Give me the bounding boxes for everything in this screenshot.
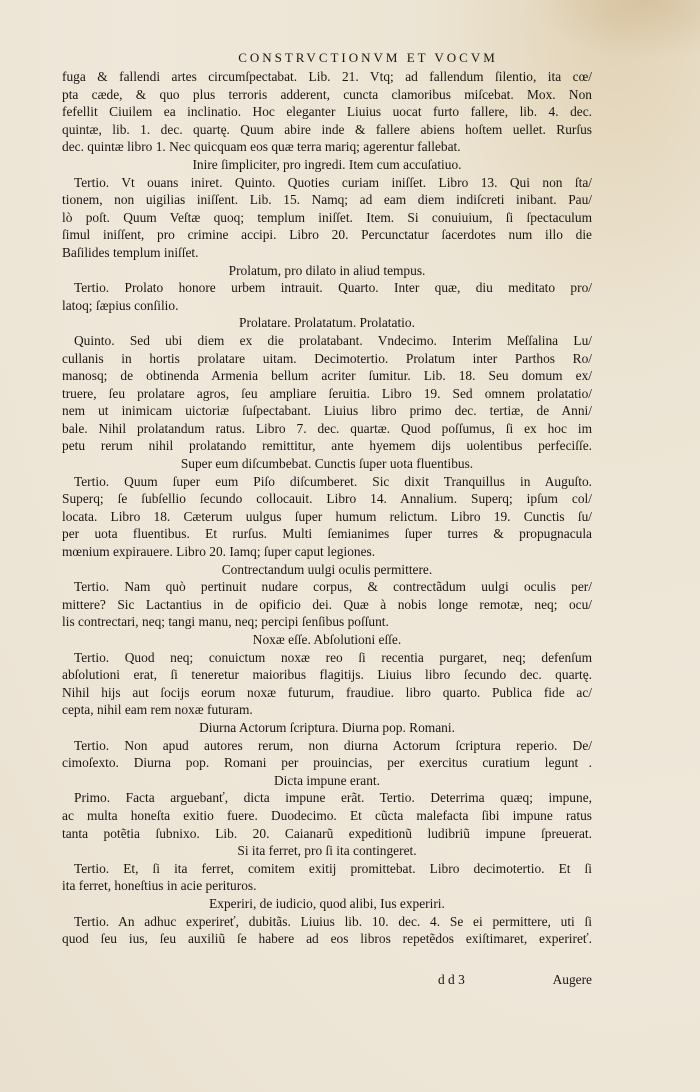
text-line: Quinto. Sed ubi diem ex die prolatabant. Vndecimo. Interim Meſſalina Lu/: [74, 332, 592, 348]
text-line: Tertio. Quod neq; conuictum noxæ reo ſi recentia purgaret, neq; defenſum: [74, 649, 592, 665]
section-heading: Si ita ferret, pro ſi ita contingeret.: [237, 843, 417, 859]
text-line: locata. Libro 18. Cæterum uulgus ſuper humum relictum. Libro 19. Cunctis ſu/: [62, 508, 592, 524]
text-line: Baſilides templum iniſſet.: [62, 244, 199, 260]
text-line: Tertio. Vt ouans iniret. Quinto. Quoties curiam iniſſet. Libro 13. Qui non ſta/: [74, 174, 592, 190]
section-heading: Diurna Actorum ſcriptura. Diurna pop. Romani.: [199, 719, 455, 735]
text-line: truere, ſeu prolatare agros, ſeu ampliare ſeruitia. Libro 19. Sed omnem prolatatio/: [62, 385, 592, 401]
text-line: tionem, non uigilias iniſſent. Lib. 15. Namq; ad eam diem indiſcreti inibant. Pau/: [62, 192, 592, 208]
section-heading: Dicta impune erant.: [274, 772, 380, 788]
text-line: mittere? Sic Lactantius in de opificio dei. Quæ à nobis longe remotæ, neq; ocu/: [62, 596, 592, 612]
text-line: ſimul iniſſent, pro crimine accipi. Libro 20. Percunctatur ſacerdotes num illo die: [62, 227, 592, 243]
text-line: quintæ, lib. 1. dec. quartę. Quum abire inde & fallere abiens hoſtem uellet. Rurſus: [62, 121, 592, 137]
text-line: Tertio. An adhuc experireť, dubitãs. Liuius lib. 10. dec. 4. Se ei permittere, uti ſi: [74, 913, 592, 929]
text-line: Tertio. Nam quò pertinuit nudare corpus, & contrectãdum uulgi oculis per/: [74, 579, 592, 595]
text-line: cepta, nihil eam rem noxæ futuram.: [62, 702, 253, 718]
text-line: petu rerum nihil prolatando remittitur, ante hyemem dijs uolentibus perfeciſſe.: [62, 438, 592, 454]
body-text: [62, 68, 592, 948]
text-line: ita ferret, honeſtius in acie perituros.: [62, 878, 257, 894]
section-heading: Contrectandum uulgi oculis permittere.: [221, 561, 433, 577]
text-line: lò poſt. Quum Veſtæ quoq; templum iniſſet. Item. Si conuiuium, ſi ſpectaculum: [62, 209, 592, 225]
text-line: lis contrectari, neq; tangi manu, neq; percipi ſenſibus poſſunt.: [62, 614, 389, 630]
text-line: fefellit Ciuilem ea inclinatio. Hoc eleganter Liuius uocat furto fallere, lib. 4. dec.: [62, 104, 592, 120]
section-heading: Noxæ eſſe. Abſolutioni eſſe.: [252, 632, 402, 647]
text-line: ac multa honeſta exitio fuere. Duodecimo. Et cũcta malefacta ſibi impune ratus: [62, 807, 592, 823]
text-line: latoq; ſæpius conſilio.: [62, 297, 179, 313]
section-heading: Super eum diſcumbebat. Cunctis ſuper uota fluentibus.: [180, 456, 474, 472]
text-line: Tertio. Et, ſi ita ferret, comitem exitij promittebat. Libro decimotertio. Et ſi: [74, 860, 592, 876]
text-line: tanta potẽtia ſubnixo. Lib. 20. Caianarũ expeditionũ ludibriũ impune ſpreuerat.: [62, 825, 592, 841]
text-line: cullanis in hortis prolatare uitam. Decimotertio. Prolatum inter Parthos Ro/: [62, 350, 592, 366]
signature-mark: d d 3: [438, 972, 465, 987]
text-line: manosq; de obtinenda Armenia bellum acriter ſumitur. Lib. 18. Seu domum ex/: [62, 368, 592, 384]
text-line: Superq; ſe ſubſellio ſecundo collocauit. Libro 14. Annalium. Superq; ipſum col/: [62, 491, 592, 507]
text-line: Nihil hijs aut ſocijs eorum noxæ futurum, fraudiue. libro quarto. Publica fide ac/: [62, 684, 592, 700]
running-head: CONSTRVCTIONVM ET VOCVM: [238, 50, 498, 65]
text-line: abſolutioni erat, ſi teneretur maioribus flagitijs. Liuius libro ſecundo dec. quartę.: [62, 667, 592, 683]
section-heading: Prolatum, pro dilato in aliud tempus.: [228, 262, 426, 278]
section-heading: Inire ſimpliciter, pro ingredi. Item cum accuſatiuo.: [192, 156, 462, 172]
text-line: Tertio. Quum ſuper eum Piſo diſcumberet. Sic dixit Tranquillus in Auguſto.: [74, 473, 592, 489]
text-line: Tertio. Prolato honore urbem intrauit. Quarto. Inter quæ, diu meditato pro/: [74, 280, 592, 296]
text-line: nem ut inimicam uictoriæ ſuſpectabant. Liuius libro primo dec. tertiæ, de Anni/: [62, 403, 592, 419]
text-line: per uota fluentibus. Et rurſus. Multi ſemianimes ſuper turres & propugnacula: [62, 526, 592, 542]
text-line: quod ſeu ius, ſeu auxiliũ ſe habere ad eos libros repetẽdos exiſtimaret, experireť.: [62, 931, 592, 947]
catchword: Augere: [552, 972, 592, 987]
text-line: fuga & fallendi artes circumſpectabat. Lib. 21. Vtq; ad fallendum ſilentio, ita cœ/: [62, 69, 592, 84]
text-line: Tertio. Non apud autores rerum, non diurna Actorum ſcriptura reperio. De/: [74, 737, 592, 753]
text-line: dec. quintæ libro 1. Nec quicquam eos quæ terra mariq; agerentur fallebat.: [62, 139, 461, 155]
text-line: cimoſexto. Diurna pop. Romani per prouincias, per exercitus curatium leguntᷓ.: [62, 755, 592, 771]
text-line: Primo. Facta arguebanť, dicta impune erãt. Tertio. Deterrima quæq; impune,: [74, 790, 592, 806]
text-line: pta cæde, & quo plus terroris adderent, cuncta clamoribus miſcebat. Mox. Non: [62, 86, 592, 102]
page-footer: [62, 972, 592, 990]
text-line: mœnium expirauere. Libro 20. Iamq; ſuper caput legiones.: [62, 544, 376, 560]
section-heading: Experiri, de iudicio, quod alibi, Ius experiri.: [209, 895, 445, 911]
section-heading: Prolatare. Prolatatum. Prolatatio.: [239, 315, 415, 331]
text-line: bale. Nihil prolatandum ratus. Libro 7. dec. quartæ. Quod poſſumus, ſi ex hoc im: [62, 420, 592, 436]
